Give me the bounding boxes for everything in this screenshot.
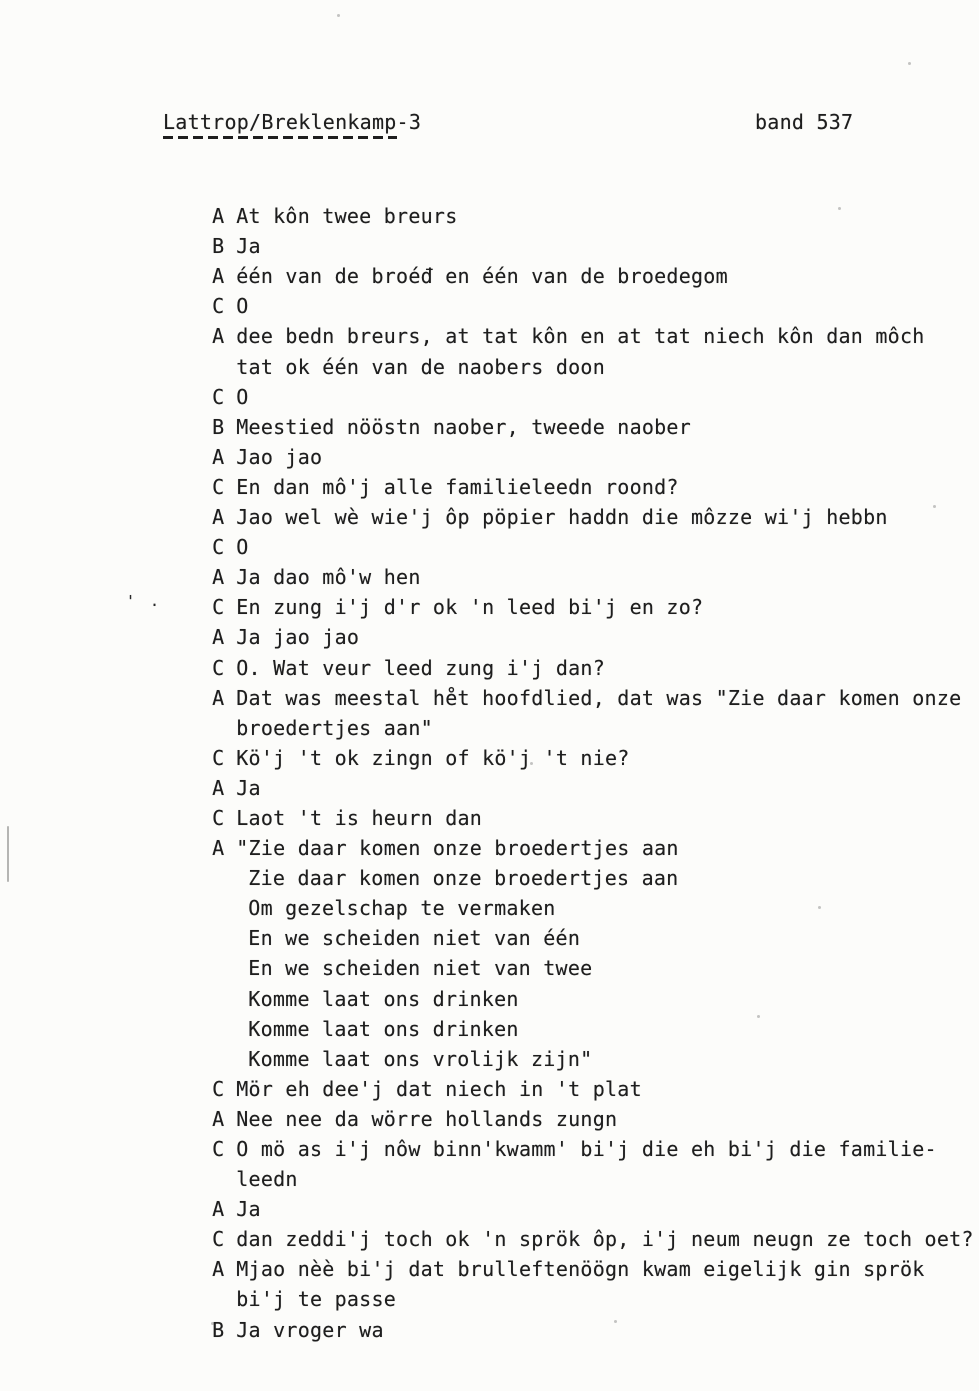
page-title-underlined-text: Lattrop/Breklenkamp (163, 110, 397, 139)
speaker-label: C (212, 1137, 225, 1161)
transcript-body (163, 171, 974, 1342)
utterance-text: En we scheiden niet van één (248, 926, 581, 951)
speaker-label: A (212, 324, 225, 349)
scan-speck (933, 505, 936, 508)
utterance-text: O. Wat veur leed zung i'j dan? (236, 655, 605, 680)
utterance-text: O (236, 294, 249, 319)
scan-speck (614, 1320, 617, 1323)
utterance-text: En zung i'j d'r ok 'n leed bi'j en zo? (236, 595, 704, 620)
transcript-line (163, 773, 974, 830)
speaker-label: A (212, 1197, 225, 1222)
utterance-text: Ja (236, 1197, 261, 1222)
scan-speck (908, 62, 911, 65)
speaker-label: C (212, 1227, 225, 1252)
utterance-text: O mö as i'j nôw binn'kwamm' bi'j die eh bi'j die familie- (236, 1137, 937, 1161)
utterance-text: leedn (236, 1167, 298, 1192)
utterance-text: Dat was meestal he̊t hoofdlied, dat was "Zie daar komen onze (236, 685, 962, 710)
scan-speck (838, 207, 841, 210)
utterance-text: Mjao nèè bi'j dat brulleftenöögn kwam eigelijk gin sprök (236, 1257, 925, 1282)
band-number-label: band 537 (755, 110, 854, 134)
utterance-text: Komme laat ons vrolijk zijn" (248, 1046, 593, 1071)
transcript-line (163, 1194, 974, 1252)
speaker-label: C (212, 535, 225, 560)
speaker-label: A (212, 625, 225, 650)
speaker-label: C (212, 474, 225, 499)
speaker-label: A (212, 565, 225, 590)
speaker-label: A (212, 836, 225, 861)
speaker-label: B (212, 1317, 225, 1342)
utterance-text: broedertjes aan" (236, 715, 433, 740)
utterance-text: Komme laat ons drinken (248, 1016, 519, 1041)
utterance-text: bi'j te passe (236, 1287, 397, 1312)
utterance-text: dan zeddi'j toch ok 'n sprök ôp, i'j neum neugn ze toch oet? (236, 1227, 974, 1252)
scan-artifact-scratch (7, 826, 9, 882)
utterance-text: Ja dao mô'w hen (236, 565, 421, 590)
speaker-label: B (212, 414, 225, 439)
transcript-line (163, 171, 974, 229)
utterance-text: O (236, 535, 249, 560)
page-title (163, 110, 421, 139)
speaker-label: A (212, 775, 225, 800)
utterance-text: Jao jao (236, 444, 323, 469)
utterance-text: Ja jao jao (236, 625, 360, 650)
utterance-text: Meestied nööstn naober, tweede naober (236, 414, 692, 439)
page-title-suffix: -3 (396, 110, 422, 134)
utterance-text: Ja vroger wa (236, 1317, 384, 1342)
utterance-text: Nee nee da wörre hollands zungn (236, 1106, 618, 1131)
utterance-text: Om gezelschap te vermaken (248, 896, 556, 921)
speaker-label: A (212, 505, 225, 530)
speaker-label: A (212, 444, 225, 469)
utterance-text: En we scheiden niet van twee (248, 956, 593, 981)
scan-speck (530, 762, 533, 765)
utterance-text: dee bedn breurs, at tat kôn en at tat niech kôn dan môch (236, 324, 925, 349)
utterance-text: At kôn twee breurs (236, 204, 458, 229)
speaker-label: C (212, 384, 225, 409)
speaker-label: C (212, 655, 225, 680)
transcript-line (163, 231, 974, 289)
speaker-label: C (212, 745, 225, 770)
utterance-text: Laot 't is heurn dan (236, 805, 483, 830)
scan-speck (757, 1015, 760, 1018)
speaker-label: C (212, 805, 225, 830)
speaker-label: A (212, 685, 225, 710)
speaker-label: C (212, 294, 225, 319)
utterance-text: tat ok één van de naobers doon (236, 354, 605, 379)
utterance-text: Kö'j 't ok zingn of kö'j 't nie? (236, 745, 630, 770)
transcript-line (163, 532, 974, 590)
transcript-line (163, 291, 974, 349)
utterance-text: Ja (236, 234, 261, 259)
utterance-text: Zie daar komen onze broedertjes aan (248, 866, 679, 891)
speaker-label: A (212, 264, 225, 289)
utterance-text: Mör eh dee'j dat niech in 't plat (236, 1076, 642, 1101)
utterance-text: één van de broéđ en één van de broedegom (236, 264, 728, 289)
utterance-text: O (236, 384, 249, 409)
scan-speck (337, 14, 340, 17)
speaker-label: C (212, 1076, 225, 1101)
utterance-text: "Zie daar komen onze broedertjes aan (236, 836, 679, 861)
speaker-label: A (212, 1257, 225, 1282)
utterance-text: En dan mô'j alle familieleedn roond? (236, 474, 679, 499)
scan-speck (818, 906, 821, 909)
scan-speck (211, 1322, 214, 1325)
speaker-label: A (212, 204, 225, 229)
speaker-label: A (212, 1106, 225, 1131)
utterance-text: Ja (236, 775, 261, 800)
utterance-text: Jao wel wè wie'j ôp pöpier haddn die môzze wi'j hebbn (236, 505, 888, 530)
scan-artifact-mark: ' . (126, 592, 163, 610)
transcript-line (163, 382, 974, 439)
utterance-text: Komme laat ons drinken (248, 986, 519, 1011)
speaker-label: B (212, 234, 225, 259)
speaker-label: C (212, 595, 225, 620)
